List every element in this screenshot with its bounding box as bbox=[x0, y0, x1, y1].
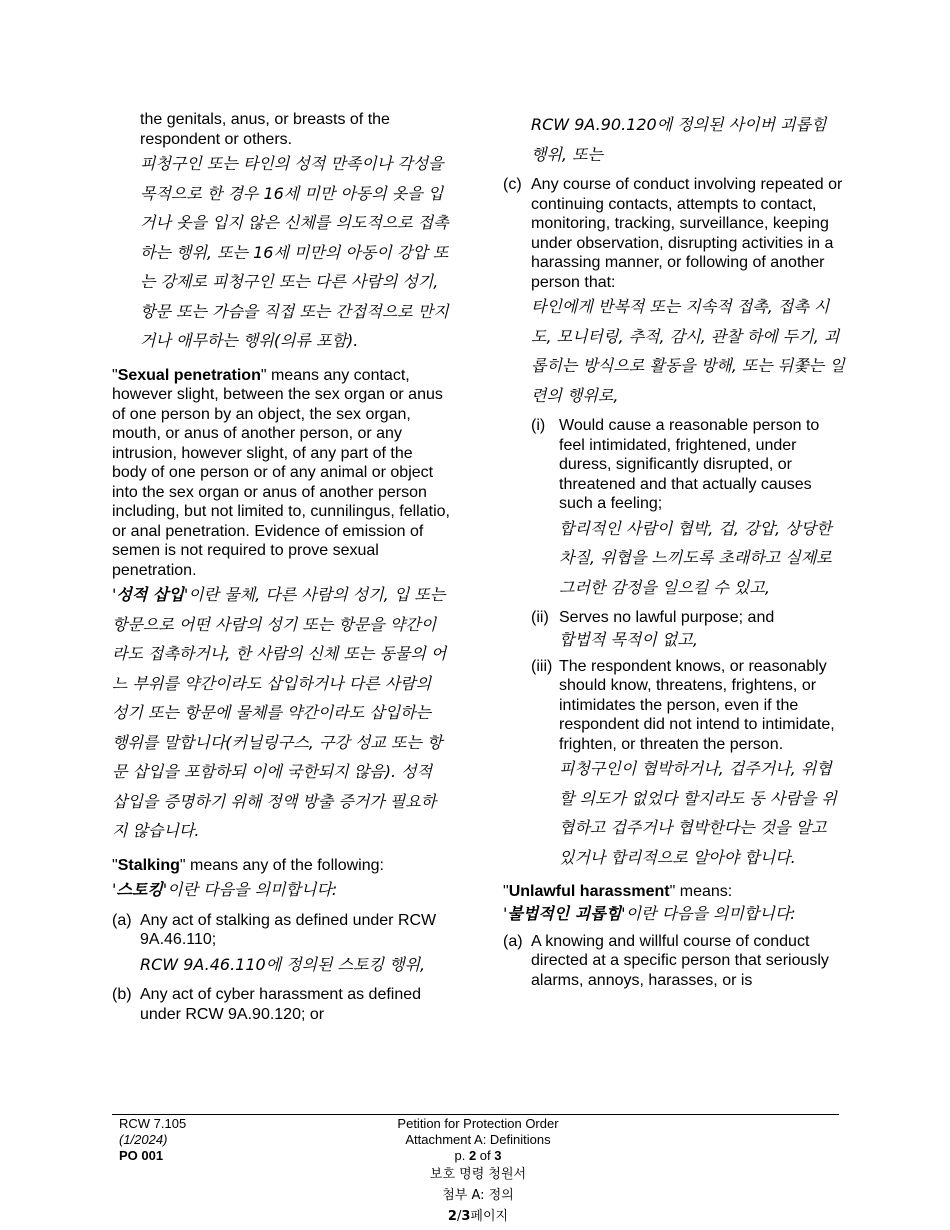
footer-title-ko: 보호 명령 청원서 bbox=[429, 1167, 527, 1182]
term-sexual-penetration-ko: 성적 삽입 bbox=[116, 585, 184, 604]
item-label: (b) bbox=[112, 986, 132, 1003]
term-stalking: Stalking bbox=[117, 856, 180, 874]
left-column bbox=[112, 110, 450, 1024]
harassment-item-a-en: A knowing and willful course of conduct directed at a specific person that seriously alarms, annoys, harasses, or is bbox=[531, 932, 829, 989]
sexual-penetration-en: "Sexual penetration" means any contact, however slight, between the sex organ or anus of one person by an object, the sex organ, mouth, or anus of another person, or any intrusion, however slight, of any part of the body of one person or of any animal or object into the sex organ or anus of another person including, but not limited to, cunnilingus, fellatio, or anal penetration. Evidence of emission of semen is not required to prove sexual penetration. bbox=[112, 366, 450, 579]
stalking-subitem-iii bbox=[531, 657, 845, 873]
stalking-ko: '스토킹'이란 다음을 의미합니다: bbox=[112, 880, 338, 899]
stalking-subitem-ii bbox=[531, 608, 845, 651]
subitem-ii-ko: 합법적 목적이 없고, bbox=[559, 629, 698, 649]
subitem-iii-ko: 피청구인이 협박하거나, 겁주거나, 위협할 의도가 없었다 할지라도 동 사람을 위협하고 겁주거나 협박한다는 것을 알고 있거나 합리적으로 알아야 합니다. bbox=[559, 759, 837, 867]
footer-title: Petition for Protection Order bbox=[397, 1116, 559, 1131]
subitem-i-en: Would cause a reasonable person to feel intimidated, frightened, under duress, significantly disrupted, or threatened and that actually causes such a feeling; bbox=[559, 417, 820, 512]
term-unlawful-harassment: Unlawful harassment bbox=[508, 883, 670, 900]
stalking-item-c-ko: 타인에게 반복적 또는 지속적 접촉, 접촉 시도, 모니터링, 추적, 감시, 관찰 하에 두기, 괴롭히는 방식으로 활동을 방해, 또는 뒤쫓는 일련의 행위로, bbox=[531, 297, 845, 405]
stalking-item-b-ko: RCW 9A.90.120에 정의된 사이버 괴롭힘 행위, 또는 bbox=[531, 115, 827, 164]
footer-statute: RCW 7.105 bbox=[119, 1116, 187, 1131]
stalking-item-a-ko: RCW 9A.46.110에 정의된 스토킹 행위, bbox=[140, 954, 426, 974]
stalking-item-c-en: Any course of conduct involving repeated or continuing contacts, attempts to contact, monitoring, tracking, surveillance, keeping under observation, disrupting activities in a harassing manner, or following of another person that: bbox=[531, 176, 843, 291]
subitem-ii-en: Serves no lawful purpose; and bbox=[559, 609, 775, 626]
continued-text-en: the genitals, anus, or breasts of the respondent or others. bbox=[140, 111, 390, 148]
stalking-item-a-en: Any act of stalking as defined under RCW 9A.46.110; bbox=[140, 911, 437, 948]
footer-date: (1/2024) bbox=[119, 1132, 168, 1147]
stalking-item-b bbox=[112, 985, 450, 1024]
definition-unlawful-harassment bbox=[503, 882, 845, 926]
footer-divider bbox=[112, 1114, 839, 1115]
harassment-item-a bbox=[503, 932, 845, 991]
footer-attachment-ko: 첨부 A: 정의 bbox=[442, 1188, 514, 1203]
continued-definition bbox=[112, 110, 450, 356]
term-stalking-ko: 스토킹 bbox=[116, 880, 163, 899]
subitem-iii-en: The respondent knows, or reasonably should know, threatens, frightens, or intimidates the person, even if the respondent did not intend to intimidate, frighten, or threaten the person. bbox=[559, 657, 835, 753]
subitem-label: (iii) bbox=[531, 657, 553, 675]
definition-stalking bbox=[112, 856, 450, 905]
stalking-item-b-en: Any act of cyber harassment as defined under RCW 9A.90.120; or bbox=[140, 986, 422, 1023]
unlawful-harassment-en: "Unlawful harassment" means: bbox=[503, 883, 733, 900]
footer-form-info bbox=[119, 1116, 186, 1164]
sexual-penetration-ko: '성적 삽입'이란 물체, 다른 사람의 성기, 입 또는 항문으로 어떤 사람의 성기 또는 항문을 약간이라도 접촉하거나, 한 사람의 신체 또는 동물의 어느 부위를 약간이라도 삽입하거나 다른 사람의 성기 또는 항문에 물체를 약간이라도 삽입하는 행위를 말합니다(커닐링구스, 구강 성교 또는 항문 삽입을 포함하되 이에 국한되지 않음). 성적 삽입을 증명하기 위해 정액 방출 증거가 필요하지 않습니다. bbox=[112, 585, 447, 840]
footer-page-number-ko: 2/3페이지 bbox=[447, 1209, 509, 1224]
term-sexual-penetration: Sexual penetration bbox=[117, 366, 261, 384]
footer-form-number: PO 001 bbox=[119, 1148, 164, 1163]
subitem-label: (ii) bbox=[531, 609, 549, 626]
stalking-item-b-continued bbox=[503, 110, 845, 169]
item-label: (c) bbox=[503, 176, 522, 193]
footer-document-info bbox=[378, 1116, 578, 1227]
term-unlawful-harassment-ko: 불법적인 괴롭힘 bbox=[507, 903, 622, 923]
subitem-label: (i) bbox=[531, 417, 546, 434]
right-column bbox=[503, 110, 845, 990]
stalking-item-a bbox=[112, 911, 450, 980]
subitem-i-ko: 합리적인 사람이 협박, 겁, 강압, 상당한 차질, 위협을 느끼도록 초래하고 실제로 그러한 감정을 일으킬 수 있고, bbox=[559, 518, 832, 597]
unlawful-harassment-ko: '불법적인 괴롭힘'이란 다음을 의미합니다: bbox=[503, 903, 796, 923]
item-label: (a) bbox=[503, 932, 523, 950]
continued-text-ko: 피청구인 또는 타인의 성적 만족이나 각성을 목적으로 한 경우 16세 미만 아동의 옷을 입거나 옷을 입지 않은 신체를 의도적으로 접촉하는 행위, 또는 16세 미만의 아동이 강압 또는 강제로 피청구인 또는 다른 사람의 성기, 항문 또는 가슴을 직접 또는 간접적으로 만지거나 애무하는 행위(의류 포함). bbox=[140, 154, 449, 350]
stalking-subitem-i bbox=[531, 416, 845, 602]
stalking-en: "Stalking" means any of the following: bbox=[112, 856, 384, 874]
item-label: (a) bbox=[112, 911, 132, 929]
definition-sexual-penetration bbox=[112, 366, 450, 846]
footer-page-number: p. 2 of 3 bbox=[454, 1148, 502, 1163]
footer-attachment: Attachment A: Definitions bbox=[405, 1132, 551, 1147]
stalking-item-c bbox=[503, 175, 845, 872]
